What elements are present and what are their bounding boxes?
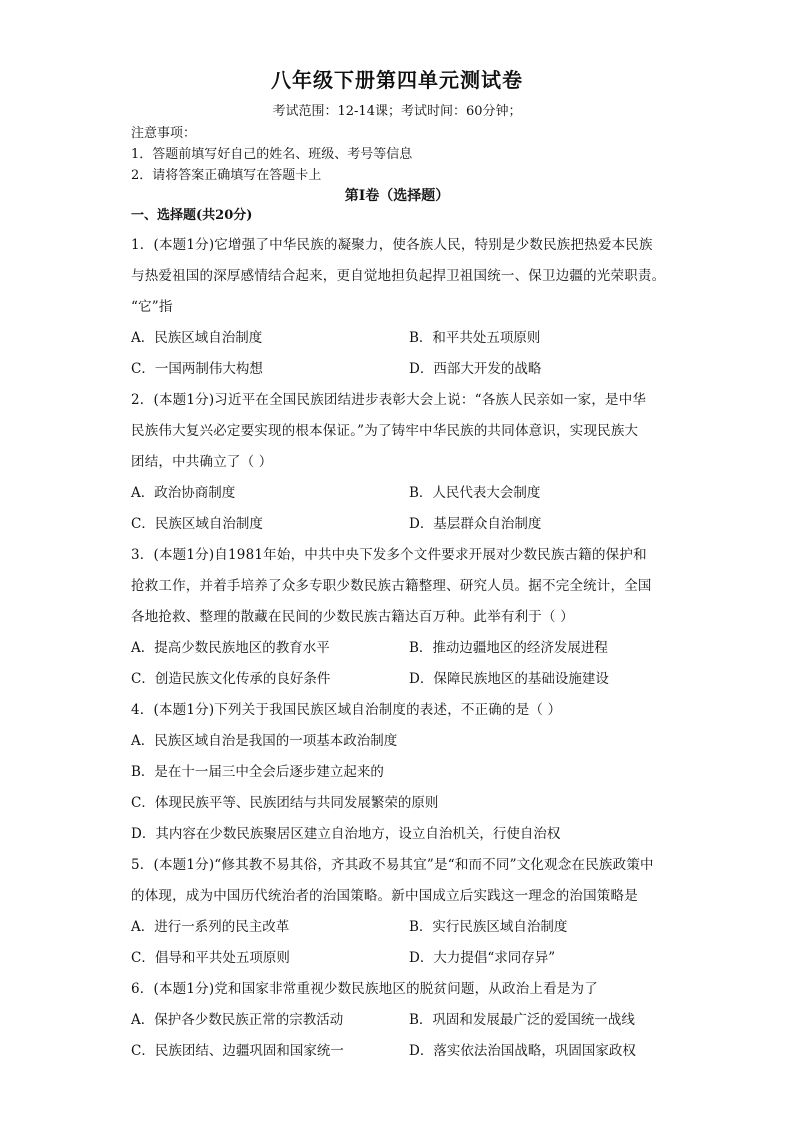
question-text: 2．(本题1分)习近平在全国民族团结进步表彰大会上说：“各族人民亲如一家，是中华 bbox=[131, 392, 647, 408]
option-c: C．民族区域自治制度 bbox=[131, 516, 263, 532]
option-d: D．落实依法治国战略，巩固国家政权 bbox=[409, 1043, 636, 1059]
option-a: A．民族区域自治制度 bbox=[131, 330, 263, 346]
question-4 bbox=[131, 695, 671, 850]
question-1 bbox=[131, 230, 671, 385]
option-a: A．政治协商制度 bbox=[131, 485, 236, 501]
question-2 bbox=[131, 385, 671, 540]
question-text: 的体现，成为中国历代统治者的治国策略。新中国成立后实践这一理念的治国策略是 bbox=[131, 888, 638, 904]
option-a: A．提高少数民族地区的教育水平 bbox=[131, 640, 330, 656]
exam-subtitle: 考试范围：12-14课；考试时间：60分钟； bbox=[272, 104, 522, 119]
question-5 bbox=[131, 850, 671, 974]
option-c: C．倡导和平共处五项原则 bbox=[131, 950, 290, 966]
question-text: 团结，中共确立了（ ） bbox=[131, 454, 273, 470]
option-row bbox=[131, 354, 671, 385]
option-b: B．实行民族区域自治制度 bbox=[409, 919, 568, 935]
option-row bbox=[131, 912, 671, 943]
question-6 bbox=[131, 974, 671, 1067]
question-text: 抢救工作，并着手培养了众多专职少数民族古籍整理、研究人员。据不完全统计，全国 bbox=[131, 578, 652, 594]
part-title: 一、选择题(共20分) bbox=[131, 208, 253, 223]
option-c: C．一国两制伟大构想 bbox=[131, 361, 263, 377]
question-text: 5．(本题1分)“修其教不易其俗，齐其政不易其宜”是“和而不同”文化观念在民族政策中 bbox=[131, 857, 654, 873]
notes-block bbox=[131, 123, 412, 186]
option-row bbox=[131, 323, 671, 354]
option-row bbox=[131, 943, 671, 974]
option-d: D．大力提倡“求同存异” bbox=[409, 950, 556, 966]
question-text: 4．(本题1分)下列关于我国民族区域自治制度的表述，不正确的是（ ） bbox=[131, 702, 562, 718]
option-d: D．其内容在少数民族聚居区建立自治地方，设立自治机关，行使自治权 bbox=[131, 826, 561, 842]
option-row bbox=[131, 1005, 671, 1036]
option-a: A．民族区域自治是我国的一项基本政治制度 bbox=[131, 733, 398, 749]
option-d: D．基层群众自治制度 bbox=[409, 516, 542, 532]
question-text: 各地抢救、整理的散藏在民间的少数民族古籍达百万种。此举有利于（ ） bbox=[131, 609, 574, 625]
option-row bbox=[131, 633, 671, 664]
question-text: 与热爱祖国的深厚感情结合起来，更自觉地担负起捍卫祖国统一、保卫边疆的光荣职责。 bbox=[131, 268, 666, 284]
option-b: B．和平共处五项原则 bbox=[409, 330, 541, 346]
question-text: 民族伟大复兴必定要实现的根本保证。”为了铸牢中华民族的共同体意识，实现民族大 bbox=[131, 423, 639, 439]
option-b: B．人民代表大会制度 bbox=[409, 485, 541, 501]
option-b: B．是在十一届三中全会后逐步建立起来的 bbox=[131, 764, 384, 780]
option-d: D．西部大开发的战略 bbox=[409, 361, 542, 377]
option-b: B．巩固和发展最广泛的爱国统一战线 bbox=[409, 1012, 635, 1028]
notes-item: 1．答题前填写好自己的姓名、班级、考号等信息 bbox=[131, 147, 413, 162]
question-text: 1．(本题1分)它增强了中华民族的凝聚力，使各族人民，特别是少数民族把热爱本民族 bbox=[131, 237, 653, 253]
notes-heading: 注意事项： bbox=[131, 126, 197, 141]
question-3 bbox=[131, 540, 671, 695]
option-row bbox=[131, 664, 671, 695]
option-row bbox=[131, 509, 671, 540]
option-d: D．保障民族地区的基础设施建设 bbox=[409, 671, 609, 687]
question-text: “它”指 bbox=[131, 299, 173, 315]
option-c: C．创造民族文化传承的良好条件 bbox=[131, 671, 331, 687]
option-c: C．体现民族平等、民族团结与共同发展繁荣的原则 bbox=[131, 795, 439, 811]
option-a: A．保护各少数民族正常的宗教活动 bbox=[131, 1012, 344, 1028]
question-text: 6．(本题1分)党和国家非常重视少数民族地区的脱贫问题，从政治上看是为了 bbox=[131, 981, 598, 997]
exam-title: 八年级下册第四单元测试卷 bbox=[271, 68, 523, 92]
question-list bbox=[131, 230, 671, 1067]
option-a: A．进行一系列的民主改革 bbox=[131, 919, 290, 935]
option-row bbox=[131, 1036, 671, 1067]
question-text: 3．(本题1分)自1981年始，中共中央下发多个文件要求开展对少数民族古籍的保护和 bbox=[131, 547, 647, 563]
option-row bbox=[131, 478, 671, 509]
option-c: C．民族团结、边疆巩固和国家统一 bbox=[131, 1043, 344, 1059]
notes-item: 2．请将答案正确填写在答题卡上 bbox=[131, 168, 322, 183]
option-b: B．推动边疆地区的经济发展进程 bbox=[409, 640, 608, 656]
section-title: 第I卷（选择题） bbox=[344, 188, 450, 204]
